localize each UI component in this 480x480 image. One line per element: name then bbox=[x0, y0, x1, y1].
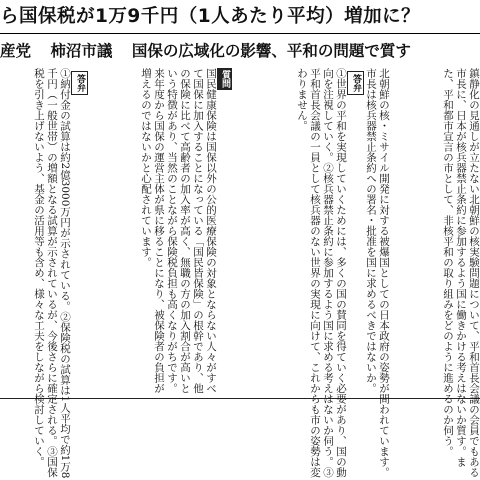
left-question-column bbox=[92, 68, 232, 398]
answer-tag: 答弁 bbox=[347, 71, 364, 95]
headline: ら国保税が1万9千円（1人あたり平均）増加に？ bbox=[0, 0, 480, 34]
answer-tag-left: 答弁 bbox=[71, 71, 88, 95]
article-body bbox=[0, 68, 480, 480]
right-lead: 北朝鮮の核・ミサイル開発に対する被爆国としての日本政府の姿勢が問われています。市長は核兵器禁止条約への署名・批准を国に求めるべきではないか。 bbox=[365, 68, 390, 478]
question-tag: 質問 bbox=[217, 68, 232, 90]
right-answer: ①世界の平和を実現していくためには、多くの国の賛同を得ていく必要があり、国の動向を注視していく。②核兵器禁止条約に参加するよう国に求める考えはないか伺う。③平和首長会議の一員として核兵器のない世界の実現に向けて、これからも市の姿勢は変わりません。 bbox=[296, 68, 347, 478]
right-question-column bbox=[238, 68, 390, 480]
left-answer: ①納付金の試算は約2億3000万円が示されている。②保険税の試算は1人平均で約1万8千円（一般世帯）の増額となる試算が示されているが、今後さらに確定される。③国保税を引き上げないよう、基金の活用等も含め、様々な工夫をしながら検討していく。 bbox=[33, 68, 71, 479]
far-right-column bbox=[395, 68, 480, 480]
left-answer-column bbox=[0, 68, 88, 480]
left-question: 国民健康保険は国保以外の公的医療保険の対象とならない人々がすべて国保に加入することになっている「国民皆保険」の根幹であり、他の保険に比べて高齢者の加入率が高く、無職の方の加入割合が高いという特徴があり、当然のことながら保険税負担も高くなりがちです。来年度から国保の運営主体が県に移ることになり、被保険者の負担が増えるのではないかと心配されています。 bbox=[140, 68, 217, 394]
far-right-text: 鎮静化の見通しが立たない北朝鮮の核実験問題について、平和首長会議の会員でもある市長に、日本が核兵器禁止条約に参加するよう国に働きかける考えはないか質す。また、平和都市宣言の市として、非核平和の取り組みをどのように進めるのか伺う。 bbox=[442, 68, 480, 478]
subhead bbox=[0, 37, 480, 65]
member-name: 柿沼市議 bbox=[50, 42, 113, 60]
party-name: 産党 bbox=[0, 42, 32, 60]
topic: 国保の広域化の影響、平和の問題で質す bbox=[131, 42, 411, 60]
